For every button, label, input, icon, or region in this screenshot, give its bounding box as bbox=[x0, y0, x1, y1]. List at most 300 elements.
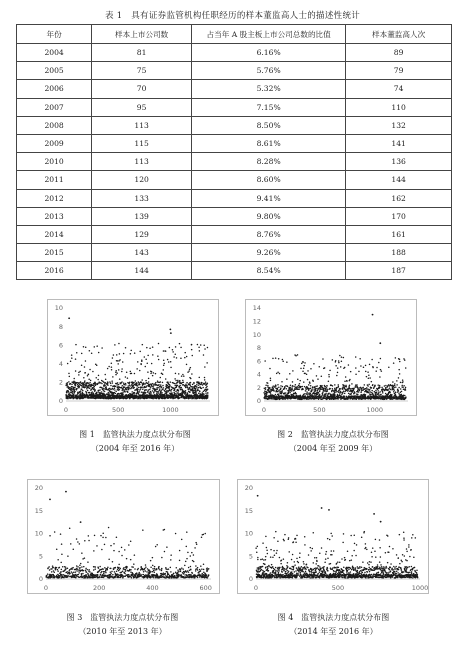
data-point bbox=[360, 392, 362, 394]
data-point bbox=[120, 397, 121, 398]
cell-company-count: 70 bbox=[92, 80, 192, 98]
data-point bbox=[337, 372, 339, 374]
data-point bbox=[360, 396, 361, 397]
data-point bbox=[168, 397, 169, 398]
cell-person-count: 170 bbox=[346, 207, 452, 225]
data-point bbox=[121, 547, 123, 549]
data-point bbox=[187, 576, 188, 577]
data-point bbox=[398, 396, 399, 397]
data-point bbox=[119, 569, 121, 571]
data-point bbox=[163, 350, 165, 352]
data-point bbox=[278, 393, 280, 395]
data-point bbox=[392, 381, 394, 383]
data-point bbox=[96, 545, 98, 547]
data-point bbox=[378, 392, 380, 394]
data-point bbox=[147, 396, 148, 397]
data-point bbox=[150, 392, 152, 394]
data-point bbox=[297, 386, 299, 388]
data-point bbox=[170, 559, 172, 561]
data-point bbox=[156, 544, 158, 546]
data-point bbox=[61, 569, 63, 571]
data-point bbox=[119, 572, 121, 574]
data-point bbox=[72, 395, 73, 396]
data-point bbox=[400, 388, 402, 390]
data-point bbox=[405, 387, 407, 389]
data-point bbox=[277, 389, 279, 391]
data-point bbox=[125, 395, 126, 396]
data-point bbox=[135, 380, 137, 382]
data-point bbox=[289, 373, 291, 375]
data-point bbox=[389, 387, 391, 389]
data-point bbox=[387, 398, 388, 399]
data-point bbox=[136, 574, 137, 575]
data-point bbox=[385, 397, 386, 398]
data-point bbox=[264, 564, 266, 566]
data-point bbox=[401, 394, 403, 396]
scatter-chart-fig4 bbox=[237, 479, 429, 594]
data-point bbox=[170, 390, 172, 392]
data-point bbox=[100, 535, 102, 537]
data-point bbox=[199, 377, 201, 379]
data-point bbox=[152, 565, 154, 567]
data-point bbox=[75, 344, 77, 346]
data-point bbox=[342, 392, 344, 394]
cell-person-count: 132 bbox=[346, 116, 452, 134]
data-point bbox=[185, 390, 187, 392]
cell-company-count: 144 bbox=[92, 262, 192, 280]
data-point bbox=[69, 392, 71, 394]
data-point bbox=[145, 359, 147, 361]
data-point bbox=[160, 577, 161, 578]
data-point bbox=[73, 397, 74, 398]
data-point bbox=[322, 395, 323, 396]
data-point bbox=[266, 398, 267, 399]
data-point bbox=[378, 362, 380, 364]
data-point bbox=[51, 571, 53, 573]
data-point bbox=[82, 573, 84, 575]
data-point bbox=[81, 364, 83, 366]
data-point bbox=[172, 351, 174, 353]
data-point bbox=[184, 357, 186, 359]
data-point bbox=[95, 566, 97, 568]
data-point bbox=[193, 561, 195, 563]
data-point bbox=[185, 570, 187, 572]
data-point bbox=[369, 377, 371, 379]
data-point bbox=[174, 378, 176, 380]
data-point bbox=[282, 360, 284, 362]
data-point bbox=[317, 396, 318, 397]
x-tick-label: 400 bbox=[146, 584, 159, 592]
data-point bbox=[71, 357, 73, 359]
data-point bbox=[317, 389, 319, 391]
data-point bbox=[121, 371, 123, 373]
data-point bbox=[200, 570, 202, 572]
data-point bbox=[178, 571, 180, 573]
data-point bbox=[350, 371, 352, 373]
cell-person-count: 79 bbox=[346, 62, 452, 80]
data-point bbox=[56, 577, 57, 578]
data-point bbox=[87, 561, 89, 563]
data-point bbox=[394, 383, 396, 385]
data-point bbox=[125, 570, 127, 572]
data-point bbox=[368, 396, 369, 397]
data-point bbox=[155, 389, 157, 391]
y-tick-label: 20 bbox=[34, 484, 43, 493]
data-point bbox=[340, 388, 342, 390]
data-point bbox=[184, 574, 185, 575]
data-point bbox=[355, 386, 357, 388]
data-point bbox=[59, 577, 60, 578]
data-point bbox=[152, 346, 154, 348]
data-point bbox=[123, 576, 124, 577]
data-point bbox=[121, 576, 122, 577]
table-row bbox=[17, 98, 452, 116]
data-point bbox=[105, 378, 107, 380]
data-point bbox=[197, 569, 199, 571]
data-point bbox=[368, 392, 370, 394]
data-point bbox=[339, 355, 341, 357]
data-point bbox=[112, 396, 113, 397]
data-point bbox=[267, 385, 269, 387]
data-point bbox=[366, 376, 368, 378]
data-point bbox=[355, 398, 356, 399]
data-point bbox=[137, 361, 139, 363]
data-point bbox=[111, 369, 113, 371]
data-point bbox=[127, 577, 128, 578]
data-point bbox=[113, 569, 115, 571]
data-point bbox=[149, 385, 151, 387]
data-point bbox=[179, 560, 181, 562]
data-point bbox=[368, 378, 370, 380]
data-point bbox=[149, 577, 150, 578]
data-point bbox=[337, 367, 339, 369]
data-point bbox=[83, 566, 85, 568]
data-point bbox=[124, 391, 126, 393]
data-point bbox=[119, 389, 121, 391]
data-point bbox=[128, 575, 129, 576]
data-point bbox=[118, 343, 120, 345]
data-point bbox=[167, 359, 169, 361]
data-point bbox=[88, 378, 90, 380]
data-point bbox=[315, 397, 316, 398]
x-tick-label: 0 bbox=[253, 584, 259, 592]
data-point bbox=[154, 566, 156, 568]
data-point bbox=[102, 568, 104, 570]
data-point bbox=[164, 363, 166, 365]
data-point bbox=[99, 566, 101, 568]
data-point bbox=[91, 353, 93, 355]
data-point bbox=[89, 571, 91, 573]
data-point bbox=[199, 569, 201, 571]
data-point bbox=[297, 354, 299, 356]
data-point bbox=[67, 568, 69, 570]
data-point bbox=[77, 566, 79, 568]
table-row bbox=[17, 153, 452, 171]
data-point bbox=[379, 385, 381, 387]
data-point bbox=[189, 387, 191, 389]
data-point bbox=[331, 396, 332, 397]
data-point bbox=[269, 397, 270, 398]
data-point bbox=[358, 389, 360, 391]
data-point bbox=[89, 392, 91, 394]
data-point bbox=[324, 367, 326, 369]
data-point bbox=[186, 395, 187, 396]
data-point bbox=[90, 575, 91, 576]
data-point bbox=[304, 373, 306, 375]
data-point bbox=[166, 392, 168, 394]
x-tick-label: 500 bbox=[313, 406, 326, 414]
data-point bbox=[310, 392, 312, 394]
data-point bbox=[295, 384, 297, 386]
data-point bbox=[177, 381, 179, 383]
data-point bbox=[357, 387, 359, 389]
data-point bbox=[372, 393, 374, 395]
data-point bbox=[338, 362, 340, 364]
outlier-point bbox=[169, 328, 171, 330]
data-point bbox=[99, 389, 101, 391]
data-point bbox=[128, 385, 130, 387]
table-row bbox=[17, 207, 452, 225]
data-point bbox=[150, 560, 152, 562]
data-point bbox=[191, 577, 192, 578]
data-point bbox=[402, 395, 403, 396]
data-point bbox=[115, 374, 117, 376]
data-point bbox=[179, 394, 180, 395]
data-point bbox=[198, 392, 200, 394]
table-row bbox=[17, 225, 452, 243]
data-point bbox=[153, 391, 155, 393]
data-point bbox=[131, 396, 132, 397]
data-point bbox=[122, 577, 124, 579]
data-point bbox=[129, 569, 131, 571]
data-point bbox=[292, 381, 294, 383]
data-point bbox=[156, 568, 158, 570]
y-tick-label: 14 bbox=[252, 304, 261, 313]
data-point bbox=[303, 395, 304, 396]
data-point bbox=[68, 373, 70, 375]
data-point bbox=[368, 384, 370, 386]
data-point bbox=[282, 398, 283, 399]
data-point bbox=[145, 564, 147, 566]
data-point bbox=[270, 378, 272, 380]
y-tick-label: 5 bbox=[38, 552, 43, 561]
data-point bbox=[139, 397, 140, 398]
data-point bbox=[132, 572, 134, 574]
data-point bbox=[341, 360, 343, 362]
data-point bbox=[67, 576, 68, 577]
data-point bbox=[94, 397, 95, 398]
data-point bbox=[260, 559, 262, 561]
data-point bbox=[173, 573, 175, 575]
data-point bbox=[84, 380, 86, 382]
data-point bbox=[290, 385, 292, 387]
data-point bbox=[304, 362, 306, 364]
cell-year: 2015 bbox=[17, 244, 92, 262]
data-point bbox=[206, 571, 208, 573]
data-point bbox=[158, 392, 160, 394]
data-point bbox=[153, 576, 154, 577]
data-point bbox=[78, 374, 80, 376]
data-point bbox=[178, 397, 179, 398]
data-point bbox=[203, 534, 205, 536]
data-point bbox=[116, 354, 118, 356]
data-point bbox=[176, 357, 178, 359]
data-point bbox=[144, 356, 146, 358]
data-point bbox=[142, 344, 144, 346]
data-point bbox=[280, 385, 282, 387]
data-point bbox=[152, 390, 154, 392]
data-point bbox=[173, 395, 174, 396]
data-point bbox=[117, 363, 119, 365]
data-point bbox=[72, 390, 74, 392]
caption-fig2-range: （2004 年至 2009 年） bbox=[288, 444, 378, 453]
data-point bbox=[346, 398, 347, 399]
data-point bbox=[207, 389, 209, 391]
data-point bbox=[277, 391, 279, 393]
data-point bbox=[134, 568, 136, 570]
data-point bbox=[400, 382, 402, 384]
data-point bbox=[149, 570, 151, 572]
data-point bbox=[152, 557, 154, 559]
x-tick-label: 500 bbox=[111, 406, 125, 414]
x-tick-label: 0 bbox=[63, 406, 69, 414]
data-point bbox=[166, 569, 168, 571]
data-point bbox=[60, 533, 62, 535]
data-point bbox=[170, 554, 172, 556]
data-point bbox=[200, 565, 202, 567]
data-point bbox=[137, 391, 139, 393]
data-point bbox=[56, 548, 58, 550]
outlier-point bbox=[170, 332, 172, 334]
data-point bbox=[116, 536, 118, 538]
data-point bbox=[275, 385, 277, 387]
data-point bbox=[173, 576, 174, 577]
data-point bbox=[267, 392, 269, 394]
data-point bbox=[109, 381, 111, 383]
data-point bbox=[368, 398, 369, 399]
data-point bbox=[308, 390, 310, 392]
data-point bbox=[84, 557, 86, 559]
data-point bbox=[189, 396, 190, 397]
data-point bbox=[144, 394, 145, 395]
data-point bbox=[395, 392, 397, 394]
data-point bbox=[88, 373, 90, 375]
data-point bbox=[73, 548, 75, 550]
y-tick-label: 0 bbox=[58, 397, 63, 406]
data-point bbox=[343, 390, 345, 392]
data-point bbox=[123, 353, 125, 355]
data-point bbox=[294, 398, 295, 399]
data-point bbox=[302, 386, 304, 388]
data-point bbox=[94, 389, 96, 391]
data-point bbox=[86, 385, 88, 387]
data-point bbox=[393, 396, 394, 397]
data-point bbox=[273, 390, 275, 392]
data-point bbox=[71, 397, 72, 398]
data-point bbox=[190, 555, 192, 557]
data-point bbox=[257, 546, 259, 548]
data-point bbox=[65, 566, 67, 568]
data-point bbox=[143, 383, 145, 385]
data-point bbox=[79, 577, 80, 578]
data-point bbox=[125, 376, 127, 378]
data-point bbox=[265, 387, 267, 389]
data-point bbox=[118, 384, 120, 386]
outlier-point bbox=[49, 498, 51, 500]
data-point bbox=[306, 386, 308, 388]
data-point bbox=[52, 565, 54, 567]
data-point bbox=[319, 395, 320, 396]
data-point bbox=[353, 388, 355, 390]
data-point bbox=[111, 571, 113, 573]
data-point bbox=[158, 384, 160, 386]
data-point bbox=[262, 566, 264, 568]
data-point bbox=[328, 374, 330, 376]
data-point bbox=[166, 395, 167, 396]
data-point bbox=[129, 381, 131, 383]
data-point bbox=[362, 398, 363, 399]
data-point bbox=[184, 565, 186, 567]
data-point bbox=[122, 571, 124, 573]
data-point bbox=[80, 563, 82, 565]
data-point bbox=[70, 360, 72, 362]
data-point bbox=[107, 566, 109, 568]
data-point bbox=[53, 567, 55, 569]
data-point bbox=[161, 392, 163, 394]
data-point bbox=[328, 397, 329, 398]
data-point bbox=[362, 387, 364, 389]
data-point bbox=[301, 398, 302, 399]
data-point bbox=[175, 380, 177, 382]
data-point bbox=[131, 391, 133, 393]
data-point bbox=[95, 576, 96, 577]
data-point bbox=[170, 361, 172, 363]
data-point bbox=[105, 575, 106, 576]
data-point bbox=[286, 361, 288, 363]
data-point bbox=[78, 382, 80, 384]
data-point bbox=[351, 392, 353, 394]
cell-company-count: 120 bbox=[92, 171, 192, 189]
cell-year: 2012 bbox=[17, 189, 92, 207]
data-point bbox=[204, 574, 205, 575]
data-point bbox=[295, 388, 297, 390]
data-point bbox=[375, 390, 377, 392]
data-point bbox=[262, 570, 264, 572]
data-point bbox=[319, 391, 321, 393]
cell-person-count: 74 bbox=[346, 80, 452, 98]
data-point bbox=[340, 366, 342, 368]
data-point bbox=[96, 345, 98, 347]
data-point bbox=[101, 347, 103, 349]
data-point bbox=[335, 391, 337, 393]
data-point bbox=[60, 571, 62, 573]
data-point bbox=[69, 573, 71, 575]
data-point bbox=[98, 397, 99, 398]
data-point bbox=[101, 391, 103, 393]
data-point bbox=[104, 391, 106, 393]
y-tick-label: 12 bbox=[252, 317, 261, 326]
data-point bbox=[344, 393, 346, 395]
data-point bbox=[153, 372, 155, 374]
data-point bbox=[166, 390, 168, 392]
data-point bbox=[321, 396, 322, 397]
data-point bbox=[200, 344, 202, 346]
data-point bbox=[195, 565, 197, 567]
data-point bbox=[97, 396, 98, 397]
data-point bbox=[168, 361, 170, 363]
data-point bbox=[282, 386, 284, 388]
data-point bbox=[153, 386, 155, 388]
